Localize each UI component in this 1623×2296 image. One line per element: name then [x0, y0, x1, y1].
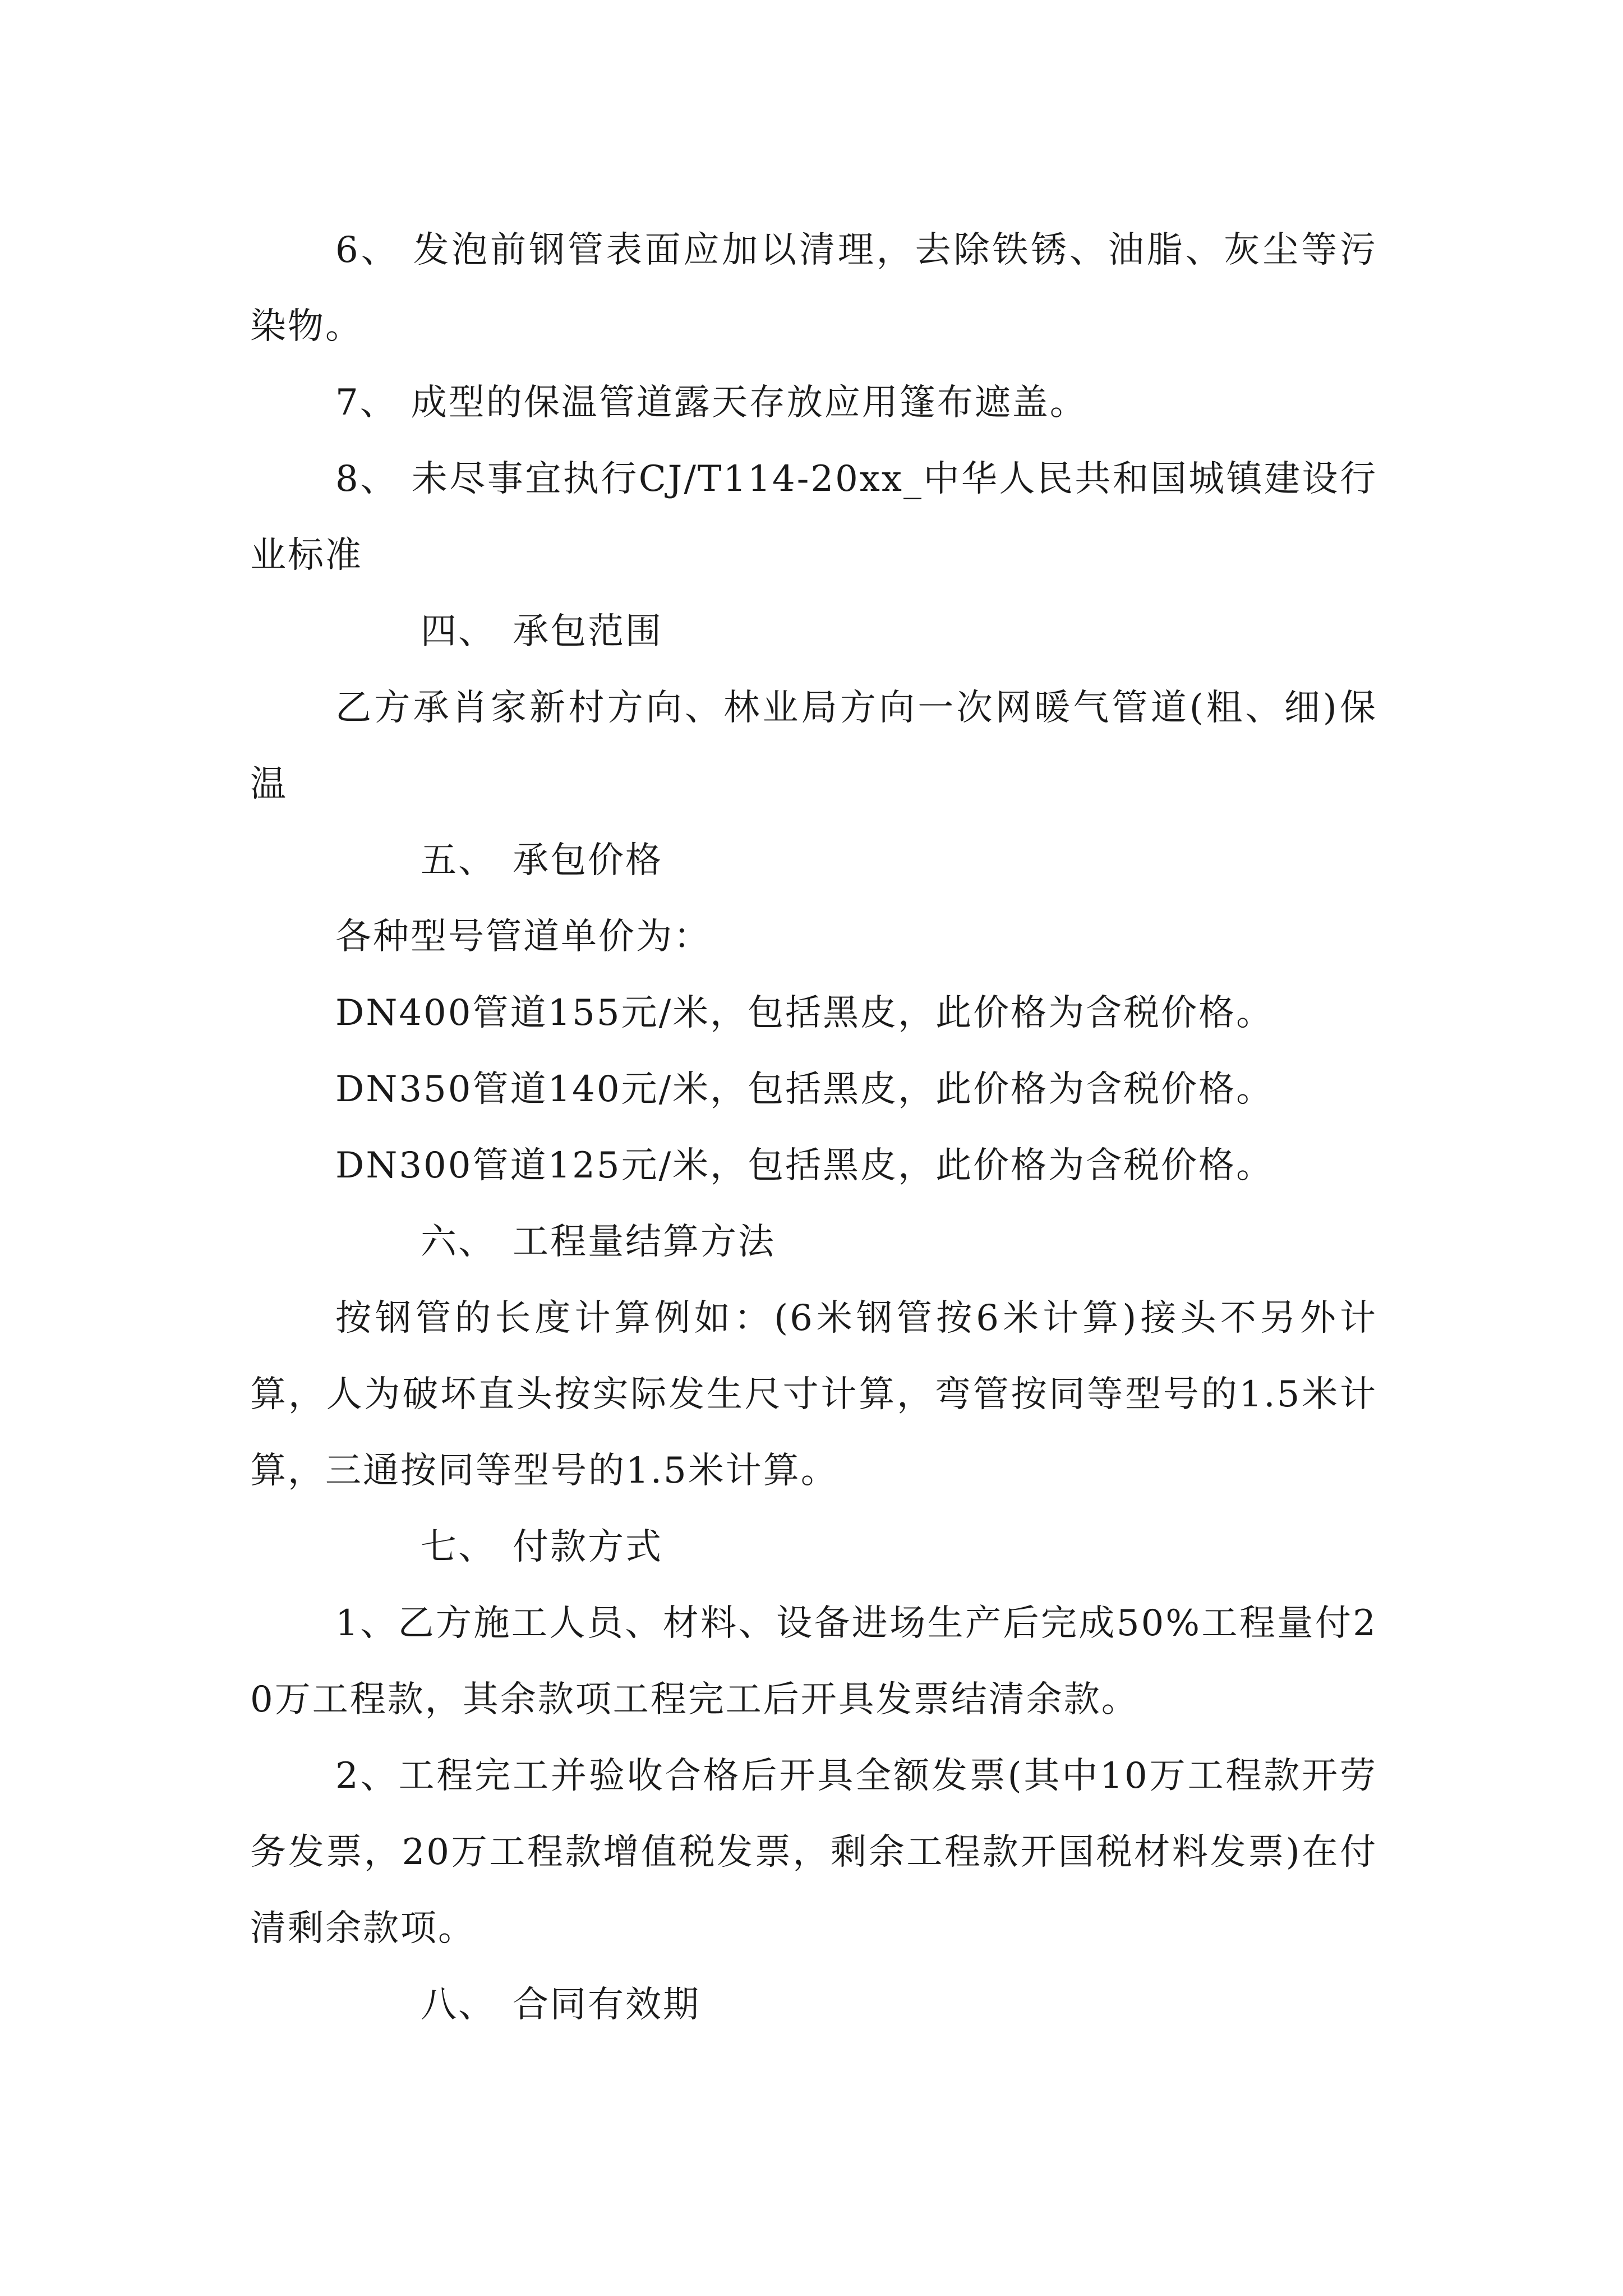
clause-number: 7、	[335, 382, 398, 424]
paragraph-settlement: 按钢管的长度计算例如：(6米钢管按6米计算)接头不另外计算，人为破坏直头按实际发生尺寸计算，弯管按同等型号的1.5米计算，三通按同等型号的1.5米计算。	[250, 1297, 1377, 1492]
paragraph-scope: 乙方承肖家新村方向、林业局方向一次网暖气管道(粗、细)保温	[250, 687, 1377, 805]
clause-text: 未尽事宜执行CJ/T114-20xx_中华人民共和国城镇建设行业标准	[250, 458, 1377, 576]
section-title: 付款方式	[513, 1526, 663, 1568]
section-number: 四、	[421, 611, 496, 652]
clause-text: 成型的保温管道露天存放应用篷布遮盖。	[411, 382, 1087, 424]
clause-number: 8、	[335, 458, 398, 500]
clause-number: 6、	[335, 229, 400, 271]
section-heading-price	[250, 822, 1377, 899]
section-title: 承包范围	[513, 611, 663, 652]
section-heading-scope	[250, 593, 1377, 670]
paragraph-payment-1: 1、乙方施工人员、材料、设备进场生产后完成50%工程量付20万工程款，其余款项工程完工后开具发票结清余款。	[250, 1603, 1377, 1720]
section-number: 八、	[421, 1984, 496, 2026]
clause-item-8	[250, 441, 1377, 593]
section-title: 承包价格	[513, 840, 663, 881]
paragraph-price-dn400: DN400管道155元/米，包括黑皮，此价格为含税价格。	[335, 992, 1274, 1034]
section-heading-validity	[250, 1967, 1377, 2043]
section-heading-payment	[250, 1509, 1377, 1585]
clause-item-6	[250, 212, 1377, 365]
section-title: 合同有效期	[513, 1984, 700, 2026]
paragraph-price-dn350: DN350管道140元/米，包括黑皮，此价格为含税价格。	[335, 1069, 1274, 1110]
section-heading-settlement	[250, 1204, 1377, 1280]
section-number: 五、	[421, 840, 496, 881]
paragraph-price-intro: 各种型号管道单价为：	[335, 916, 711, 958]
section-number: 六、	[421, 1221, 496, 1263]
clause-text: 发泡前钢管表面应加以清理，去除铁锈、油脂、灰尘等污染物。	[250, 229, 1378, 347]
paragraph-payment-2: 2、工程完工并验收合格后开具全额发票(其中10万工程款开劳务发票，20万工程款增值税发票，剩余工程款开国税材料发票)在付清剩余款项。	[250, 1755, 1377, 1949]
section-title: 工程量结算方法	[513, 1221, 776, 1263]
paragraph-price-dn300: DN300管道125元/米，包括黑皮，此价格为含税价格。	[335, 1145, 1274, 1186]
section-number: 七、	[421, 1526, 496, 1568]
document-body	[250, 212, 1377, 2043]
clause-item-7	[250, 365, 1377, 441]
